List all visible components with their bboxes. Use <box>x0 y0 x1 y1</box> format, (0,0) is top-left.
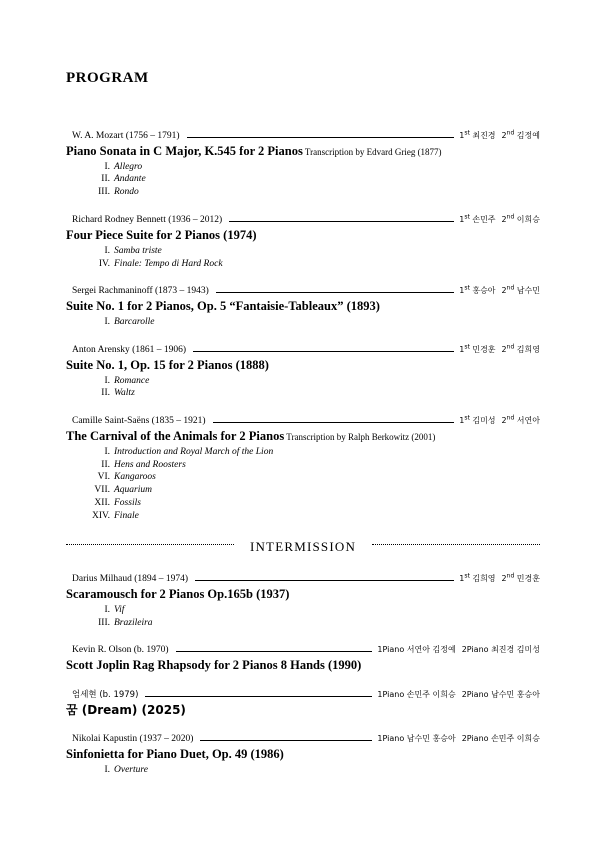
performer-role: 2 <box>501 214 507 224</box>
performer-group <box>377 734 455 743</box>
work-line <box>66 142 540 160</box>
performer-names: 홍승아 <box>469 286 496 296</box>
work-line <box>66 297 540 315</box>
performer-role: 1 <box>459 344 465 354</box>
movement-item <box>66 245 540 258</box>
performer-role: 1Piano <box>377 689 405 699</box>
performer-role: 2Piano <box>461 689 489 699</box>
movement-list <box>66 161 540 199</box>
performer-names: 김미성 <box>469 415 496 425</box>
performer-list <box>459 343 540 355</box>
movement-item <box>66 764 540 777</box>
movement-title: Finale <box>114 510 139 521</box>
performer-group <box>502 131 540 140</box>
performer-role: 1Piano <box>377 644 405 654</box>
movement-number: III. <box>98 187 110 198</box>
performer-group <box>459 215 495 224</box>
work-title: The Carnival of the Animals for 2 Pianos <box>66 428 285 443</box>
program-entry <box>66 733 540 777</box>
movement-number: I. <box>104 605 110 616</box>
performer-role-suffix: nd <box>506 129 515 136</box>
program-entries-second-half <box>66 573 540 777</box>
movement-title: Allegro <box>114 161 143 172</box>
movement-item <box>66 510 540 523</box>
performer-role-suffix: st <box>464 414 470 422</box>
program-entry <box>66 129 540 199</box>
movement-title: Kangaroos <box>114 472 156 483</box>
movement-item <box>66 316 540 329</box>
entry-rule <box>193 351 454 352</box>
movement-number: II. <box>101 388 110 399</box>
movement-title: Brazileira <box>114 618 153 629</box>
program-entries-first-half <box>66 129 540 523</box>
movement-number: XII. <box>94 498 110 509</box>
performer-group <box>462 645 540 654</box>
composer-name: 엄세현 (b. 1979) <box>72 689 139 700</box>
performer-names: 남수민 홍승아 <box>404 733 456 743</box>
performer-role: 2 <box>501 574 507 584</box>
movement-item <box>66 161 540 174</box>
movement-title: Waltz <box>114 388 135 399</box>
performer-names: 김희영 <box>514 344 540 354</box>
entry-header <box>66 343 540 355</box>
performer-list <box>459 129 540 141</box>
entry-rule <box>213 422 455 423</box>
movement-number: I. <box>104 764 110 775</box>
performer-list <box>377 733 540 744</box>
work-line <box>66 226 540 244</box>
entry-header <box>66 284 540 296</box>
work-note: Transcription by Edvard Grieg (1877) <box>302 146 442 157</box>
performer-names: 손민주 <box>469 214 496 224</box>
entry-rule <box>216 292 454 293</box>
composer-name: Darius Milhaud (1894 – 1974) <box>72 574 189 585</box>
performer-list <box>459 414 540 426</box>
movement-title: Aquarium <box>114 485 152 496</box>
performer-names: 서연아 <box>514 415 540 425</box>
entry-header <box>66 688 540 700</box>
performer-group <box>459 574 495 583</box>
performer-role-suffix: nd <box>506 342 515 350</box>
performer-list <box>459 573 540 585</box>
performer-role: 2Piano <box>461 733 489 743</box>
movement-number: I. <box>104 317 110 328</box>
movement-list <box>66 764 540 777</box>
performer-names: 손민주 이희승 <box>488 733 540 743</box>
entry-rule <box>176 651 373 652</box>
movement-title: Romance <box>114 375 150 386</box>
performer-role-suffix: nd <box>506 572 515 580</box>
movement-list <box>66 375 540 401</box>
performer-names: 최진경 김미성 <box>488 644 540 654</box>
entry-header <box>66 129 540 141</box>
movement-item <box>66 484 540 497</box>
entry-rule <box>195 580 454 581</box>
dotted-rule-right <box>372 544 540 545</box>
movement-item <box>66 497 540 510</box>
composer-name: W. A. Mozart (1756 – 1791) <box>72 130 180 141</box>
work-line <box>66 656 540 674</box>
performer-role: 1Piano <box>377 733 405 743</box>
entry-rule <box>229 221 454 222</box>
performer-group <box>502 286 540 295</box>
program-entry <box>66 343 540 400</box>
movement-title: Rondo <box>114 187 139 198</box>
movement-list <box>66 604 540 630</box>
performer-group <box>502 574 540 583</box>
movement-title: Samba triste <box>114 245 162 256</box>
composer-name: Anton Arensky (1861 – 1906) <box>72 344 186 355</box>
composer-name: Sergei Rachmaninoff (1873 – 1943) <box>72 286 209 297</box>
performer-role: 2 <box>501 415 507 425</box>
movement-title: Fossils <box>114 498 141 509</box>
work-line <box>66 745 540 763</box>
performer-list <box>377 689 540 700</box>
performer-role: 2Piano <box>461 644 489 654</box>
movement-item <box>66 617 540 630</box>
work-line <box>66 585 540 603</box>
performer-names: 최진경 <box>469 130 496 140</box>
movement-title: Andante <box>114 174 146 185</box>
program-entry <box>66 573 540 630</box>
performer-group <box>459 131 495 140</box>
program-entry <box>66 213 540 270</box>
movement-list <box>66 316 540 329</box>
movement-number: I. <box>104 375 110 386</box>
program-entry <box>66 284 540 328</box>
performer-role: 1 <box>459 214 465 224</box>
performer-group <box>462 690 540 699</box>
work-title: Four Piece Suite for 2 Pianos (1974) <box>66 227 257 242</box>
movement-number: VII. <box>94 485 110 496</box>
performer-names: 김정예 <box>514 130 540 140</box>
performer-names: 민경훈 <box>514 574 540 584</box>
work-line <box>66 427 540 445</box>
performer-role-suffix: nd <box>506 213 515 221</box>
composer-name: Kevin R. Olson (b. 1970) <box>72 644 169 655</box>
page-title: PROGRAM <box>66 70 149 86</box>
performer-role-suffix: nd <box>506 414 515 422</box>
movement-number: VI. <box>97 472 110 483</box>
movement-number: II. <box>101 459 110 470</box>
movement-title: Vif <box>114 605 125 616</box>
performer-list <box>377 644 540 655</box>
performer-role-suffix: st <box>464 342 470 350</box>
movement-number: I. <box>104 161 110 172</box>
movement-number: III. <box>98 618 110 629</box>
work-title: 꿈 (Dream) (2025) <box>66 702 186 717</box>
work-note: Transcription by Ralph Berkowitz (2001) <box>284 431 436 442</box>
movement-list <box>66 446 540 523</box>
dotted-rule-left <box>66 544 234 545</box>
program-entry <box>66 688 540 719</box>
intermission-label: INTERMISSION <box>249 538 357 554</box>
movement-title: Overture <box>114 764 148 775</box>
movement-title: Introduction and Royal March of the Lion <box>114 446 274 457</box>
entry-header <box>66 213 540 225</box>
intermission-divider <box>66 539 540 555</box>
performer-list <box>459 213 540 225</box>
performer-names: 남수민 <box>514 286 540 296</box>
performer-role: 1 <box>459 130 465 140</box>
performer-names: 손민주 이희승 <box>404 689 456 699</box>
work-line <box>66 701 540 719</box>
movement-number: I. <box>104 446 110 457</box>
movement-number: XIV. <box>91 510 110 521</box>
performer-role-suffix: st <box>464 572 470 580</box>
performer-group <box>459 286 495 295</box>
movement-item <box>66 471 540 484</box>
performer-names: 서연아 김정예 <box>404 644 456 654</box>
performer-group <box>501 342 540 354</box>
composer-name: Richard Rodney Bennett (1936 – 2012) <box>72 214 223 225</box>
work-title: Piano Sonata in C Major, K.545 for 2 Pianos <box>66 143 303 158</box>
performer-role: 2 <box>501 130 507 140</box>
movement-number: I. <box>104 245 110 256</box>
performer-role-suffix: st <box>464 284 470 292</box>
composer-name: Nikolai Kapustin (1937 – 2020) <box>72 733 194 744</box>
performer-group <box>377 645 455 654</box>
entry-rule <box>200 740 372 741</box>
entry-header <box>66 644 540 655</box>
movement-item <box>66 186 540 199</box>
movement-number: IV. <box>98 258 110 269</box>
movement-item <box>66 387 540 400</box>
movement-number: II. <box>101 174 110 185</box>
composer-name: Camille Saint-Saëns (1835 – 1921) <box>72 415 206 426</box>
performer-names: 이희승 <box>514 214 540 224</box>
movement-item <box>66 173 540 186</box>
performer-role: 2 <box>501 344 507 354</box>
performer-names: 민경훈 <box>469 344 496 354</box>
work-line <box>66 356 540 374</box>
movement-item <box>66 446 540 459</box>
performer-role-suffix: st <box>464 129 470 136</box>
performer-list <box>459 284 540 296</box>
entry-header <box>66 573 540 585</box>
movement-item <box>66 375 540 388</box>
work-title: Scaramousch for 2 Pianos Op.165b (1937) <box>66 587 290 602</box>
program-entry <box>66 414 540 523</box>
entry-rule <box>187 137 455 138</box>
performer-role: 1 <box>459 286 465 296</box>
movement-title: Hens and Roosters <box>114 459 186 470</box>
performer-names: 남수민 홍승아 <box>488 689 540 699</box>
performer-group <box>459 342 496 354</box>
movement-title: Barcarolle <box>114 317 155 328</box>
performer-role: 1 <box>459 415 465 425</box>
performer-group <box>502 416 540 425</box>
performer-role-suffix: st <box>464 213 470 221</box>
movement-item <box>66 258 540 271</box>
work-title: Suite No. 1, Op. 15 for 2 Pianos (1888) <box>66 357 269 372</box>
work-title: Sinfonietta for Piano Duet, Op. 49 (1986) <box>66 746 284 761</box>
movement-list <box>66 245 540 271</box>
movement-item <box>66 604 540 617</box>
movement-title: Finale: Tempo di Hard Rock <box>114 258 223 269</box>
entry-header <box>66 733 540 744</box>
performer-role: 1 <box>459 574 465 584</box>
performer-role-suffix: nd <box>506 284 515 292</box>
performer-group <box>502 215 540 224</box>
entry-rule <box>145 696 372 697</box>
work-title: Suite No. 1 for 2 Pianos, Op. 5 “Fantaisie-Tableaux” (1893) <box>66 299 380 314</box>
work-title: Scott Joplin Rag Rhapsody for 2 Pianos 8 Hands (1990) <box>66 657 362 672</box>
entry-header <box>66 414 540 426</box>
movement-item <box>66 459 540 472</box>
performer-group <box>459 416 495 425</box>
performer-role: 2 <box>501 286 507 296</box>
performer-group <box>377 690 455 699</box>
performer-names: 김희영 <box>469 574 496 584</box>
performer-group <box>462 734 540 743</box>
program-entry <box>66 644 540 674</box>
